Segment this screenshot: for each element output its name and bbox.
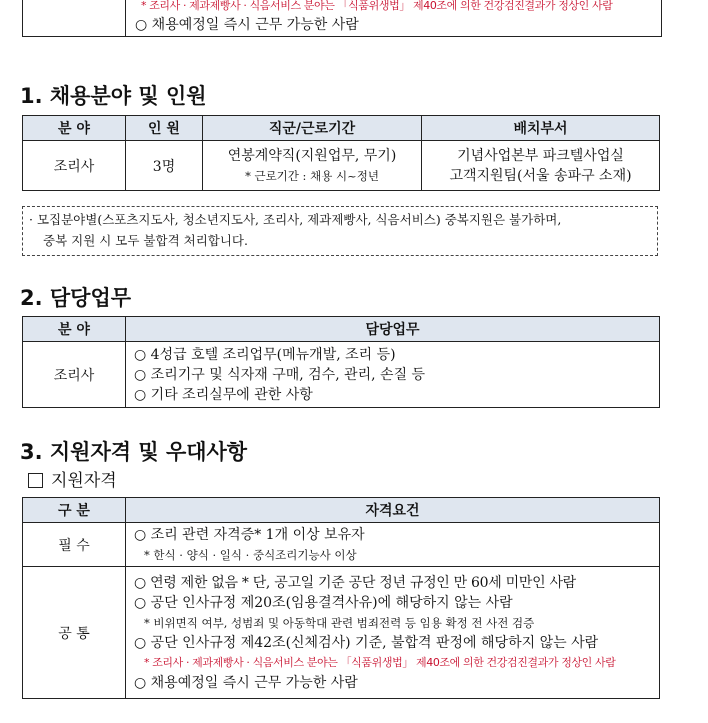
- duty-item-1: ○ 4성급 호텔 조리업무(메뉴개발, 조리 등): [134, 346, 396, 363]
- cell-field: 조리사: [23, 141, 126, 191]
- top-fragment-divider: [125, 0, 126, 36]
- recruitment-table: [22, 115, 660, 191]
- section2-title: 2. 담당업무: [20, 286, 132, 310]
- cell-dept-line2: 고객지원팀(서울 송파구 소재): [449, 167, 632, 184]
- qual-header-category: 구 분: [23, 498, 126, 523]
- duty-item-2: ○ 조리기구 및 식자재 구매, 검수, 관리, 손질 등: [134, 366, 426, 383]
- common-note-1: * 비위면직 여부, 성범죄 및 아동학대 관련 범죄전력 등 임용 확정 전 사전 검증: [144, 615, 535, 630]
- required-note: * 한식 · 양식 · 일식 · 중식조리기능사 이상: [144, 547, 357, 562]
- duty-item-3: ○ 기타 조리실무에 관한 사항: [134, 386, 313, 403]
- section1-title: 1. 채용분야 및 인원: [20, 84, 207, 108]
- duties-header-field: 분 야: [23, 317, 126, 342]
- duplicate-notice-line2: 중복 지원 시 모두 불합격 처리합니다.: [43, 233, 248, 248]
- qualification-subtitle-text: 지원자격: [51, 471, 117, 491]
- required-label: 필 수: [23, 523, 126, 567]
- top-fragment-red-note: * 조리사 · 제과제빵사 · 식음서비스 분야는 「식품위생법」 제40조에 의한 건강검진결과가 정상인 사람: [141, 0, 613, 12]
- duties-table: [22, 316, 660, 408]
- common-item-1: ○ 연령 제한 없음 * 단, 공고일 기준 공단 정년 규정인 만 60세 미만인 사람: [134, 574, 576, 591]
- cell-count: 3명: [126, 141, 203, 191]
- duplicate-notice-box: [22, 206, 658, 256]
- common-note-2: * 조리사 · 제과제빵사 · 식음서비스 분야는 「식품위생법」 제40조에 의한 건강검진결과가 정상인 사람: [144, 655, 616, 669]
- common-item-4: ○ 채용예정일 즉시 근무 가능한 사람: [134, 674, 358, 691]
- header-field: 분 야: [23, 116, 126, 141]
- cell-period-note: * 근로기간 : 채용 시~정년: [245, 168, 379, 183]
- common-label: 공 통: [23, 567, 126, 699]
- qual-header-requirement: 자격요건: [126, 498, 660, 523]
- top-fragment-table: [22, 0, 662, 37]
- duties-header-duty: 담당업무: [126, 317, 660, 342]
- qualification-table: [22, 497, 660, 699]
- section3-title: 3. 지원자격 및 우대사항: [20, 440, 248, 464]
- duties-cell-field: 조리사: [23, 342, 126, 408]
- common-item-2: ○ 공단 인사규정 제20조(임용결격사유)에 해당하지 않는 사람: [134, 594, 513, 611]
- square-bullet-icon: [28, 473, 43, 488]
- common-item-3: ○ 공단 인사규정 제42조(신체검사) 기준, 불합격 판정에 해당하지 않는 사람: [134, 634, 599, 651]
- qualification-subtitle: [28, 466, 117, 491]
- cell-type: 연봉계약직(지원업무, 무기): [227, 147, 397, 164]
- header-type: 직군/근로기간: [203, 116, 422, 141]
- common-requirements: [126, 567, 660, 699]
- top-fragment-last-item: ○ 채용예정일 즉시 근무 가능한 사람: [135, 17, 359, 33]
- required-item: ○ 조리 관련 자격증* 1개 이상 보유자: [134, 526, 365, 543]
- header-count: 인 원: [126, 116, 203, 141]
- header-dept: 배치부서: [422, 116, 660, 141]
- cell-dept-line1: 기념사업본부 파크텔사업실: [457, 147, 624, 164]
- duplicate-notice-line1: · 모집분야별(스포츠지도사, 청소년지도사, 조리사, 제과제빵사, 식음서비스) 중복지원은 불가하며,: [29, 212, 562, 227]
